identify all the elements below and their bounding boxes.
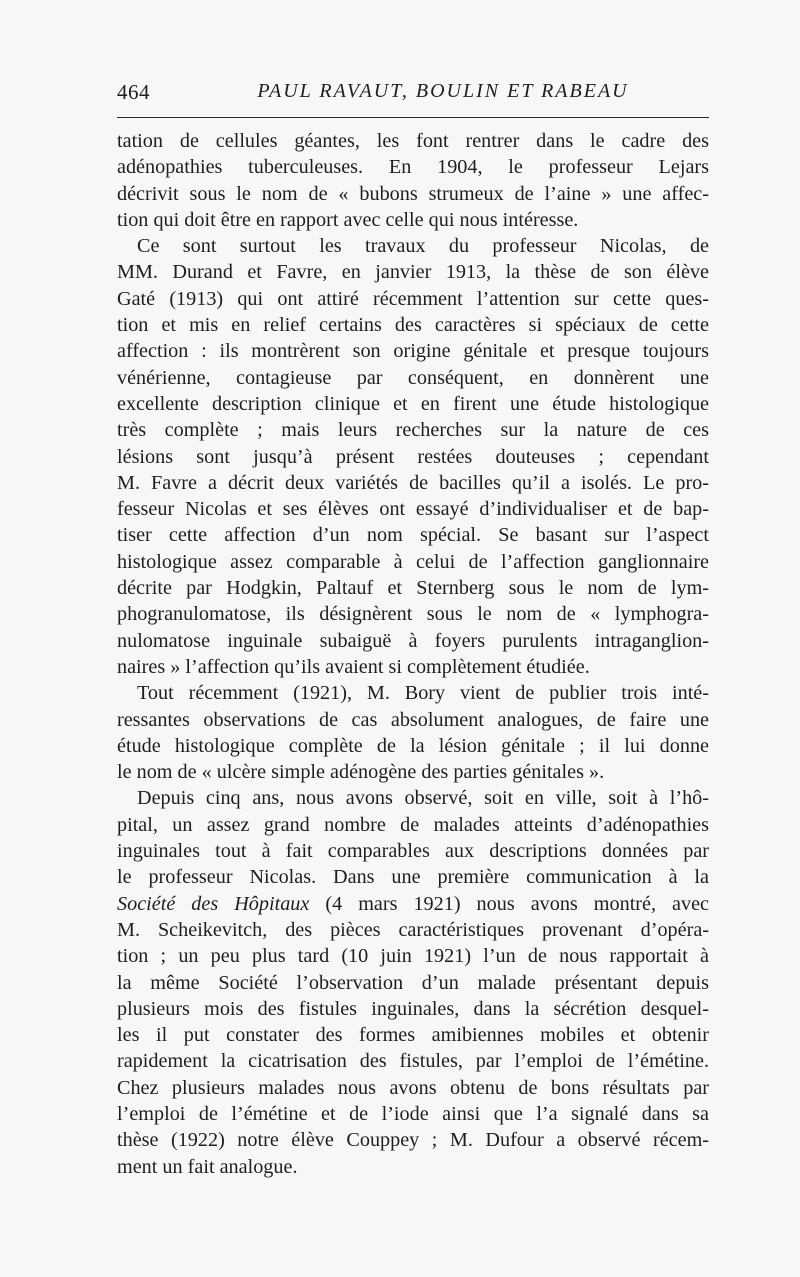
text-line: MM. Durand et Favre, en janvier 1913, la thèse de son élève: [117, 261, 709, 284]
text-line: M. Scheikevitch, des pièces caractéristiques provenant d’opéra-: [117, 918, 709, 941]
text-line: plusieurs mois des fistules inguinales, dans la sécrétion desquel-: [117, 997, 709, 1020]
text-line: le professeur Nicolas. Dans une première communication à la: [117, 866, 709, 889]
text-line: phogranulomatose, ils désignèrent sous le nom de « lymphogra-: [117, 603, 709, 626]
text-line: Ce sont surtout les travaux du professeur Nicolas, de: [137, 235, 709, 258]
text-line: Depuis cinq ans, nous avons observé, soit en ville, soit à l’hô-: [137, 787, 709, 810]
text-line: très complète ; mais leurs recherches sur la nature de ces: [117, 419, 709, 442]
text-line: pital, un assez grand nombre de malades atteints d’adénopathies: [117, 813, 709, 836]
text-line: les il put constater des formes amibiennes mobiles et obtenir: [117, 1024, 709, 1047]
text-line: tation de cellules géantes, les font rentrer dans le cadre des: [117, 130, 709, 152]
text-line: Tout récemment (1921), M. Bory vient de publier trois inté-: [137, 682, 709, 705]
text-line: Chez plusieurs malades nous avons obtenu de bons résultats par: [117, 1076, 709, 1099]
text-line: ment un fait analogue.: [117, 1155, 298, 1178]
text-line: nulomatose inguinale subaiguë à foyers purulents intraganglion-: [117, 629, 709, 652]
text-line: histologique assez comparable à celui de l’affection ganglionnaire: [117, 550, 709, 573]
text-line: inguinales tout à fait comparables aux descriptions données par: [117, 840, 709, 863]
text-line: rapidement la cicatrisation des fistules, par l’emploi de l’émétine.: [117, 1050, 709, 1073]
text-line: lésions sont jusqu’à présent restées douteuses ; cependant: [117, 445, 709, 468]
header-rule: [117, 117, 709, 118]
text-line: naires » l’affection qu’ils avaient si complètement étudiée.: [117, 655, 590, 678]
text-line: la même Société l’observation d’un malade présentant depuis: [117, 971, 709, 994]
text-run: (4 mars 1921) nous avons montré, avec: [309, 892, 710, 915]
text-line: ressantes observations de cas absolument analogues, de faire une: [117, 708, 709, 731]
text-line: tion ; un peu plus tard (10 juin 1921) l’un de nous rapportait à: [117, 945, 709, 968]
text-line: Gaté (1913) qui ont attiré récemment l’attention sur cette ques-: [117, 287, 709, 310]
text-line: le nom de « ulcère simple adénogène des parties génitales ».: [117, 761, 605, 784]
text-line: décrivit sous le nom de « bubons strumeux de l’aine » une affec-: [117, 182, 709, 205]
italic-run: Société des Hôpitaux: [117, 892, 310, 915]
text-line: adénopathies tuberculeuses. En 1904, le professeur Lejars: [117, 156, 709, 179]
body-text: [117, 128, 709, 1180]
text-line: tion et mis en relief certains des caractères si spéciaux de cette: [117, 314, 709, 337]
text-line: tion qui doit être en rapport avec celle qui nous intéresse.: [117, 208, 579, 231]
text-line: M. Favre a décrit deux variétés de bacilles qu’il a isolés. Le pro-: [117, 471, 709, 494]
text-line: excellente description clinique et en firent une étude histologique: [117, 392, 709, 415]
text-line: [117, 891, 709, 917]
page-number: 464: [117, 80, 150, 104]
text-line: thèse (1922) notre élève Couppey ; M. Dufour a observé récem-: [117, 1129, 709, 1152]
page-header: [117, 76, 709, 110]
text-line: affection : ils montrèrent son origine génitale et presque toujours: [117, 340, 709, 363]
text-line: fesseur Nicolas et ses élèves ont essayé d’individualiser et de bap-: [117, 498, 709, 521]
text-line: tiser cette affection d’un nom spécial. Se basant sur l’aspect: [117, 524, 709, 547]
text-line: décrite par Hodgkin, Paltauf et Sternberg sous le nom de lym-: [117, 577, 709, 600]
text-line: étude histologique complète de la lésion génitale ; il lui donne: [117, 734, 709, 757]
text-line: l’emploi de l’émétine et de l’iode ainsi que l’a signalé dans sa: [117, 1102, 709, 1125]
text-line: vénérienne, contagieuse par conséquent, en donnèrent une: [117, 366, 709, 389]
running-head: PAUL RAVAUT, BOULIN ET RABEAU: [257, 80, 629, 102]
